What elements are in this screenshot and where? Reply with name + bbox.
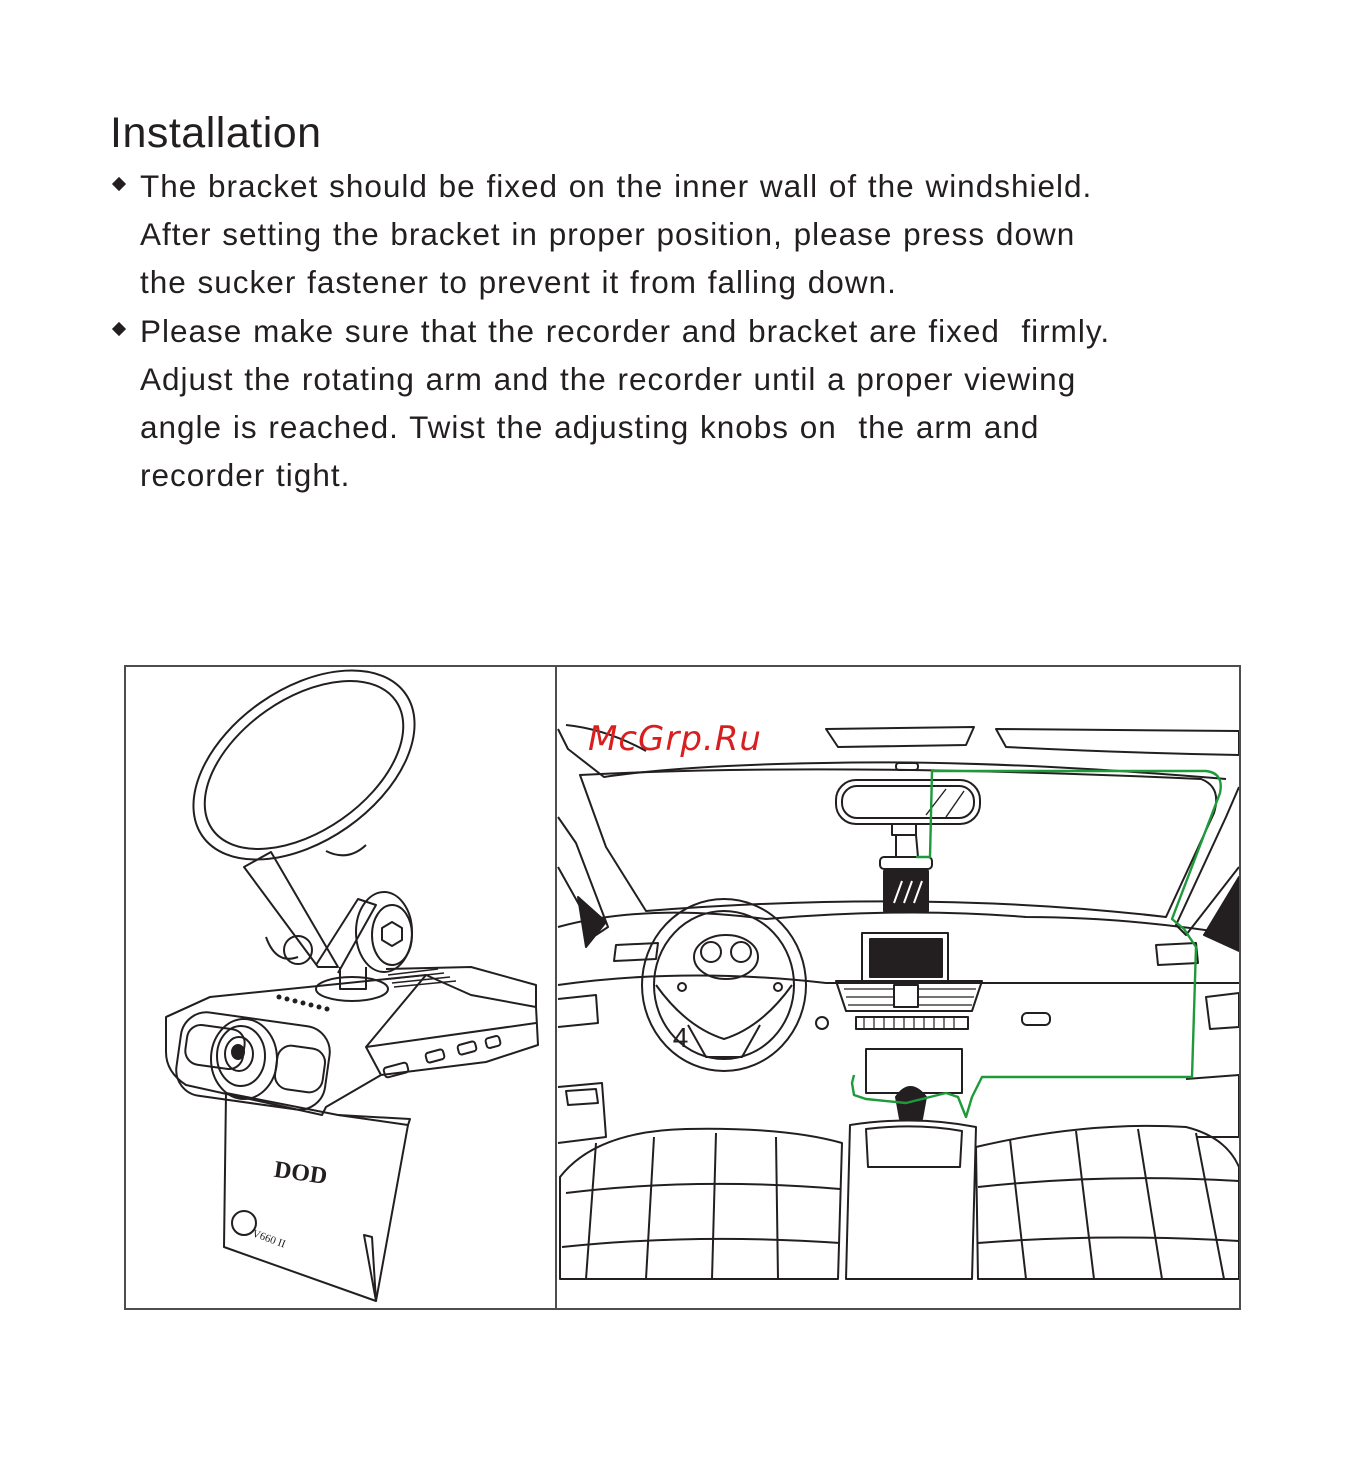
installation-illustration	[126, 667, 1239, 1308]
instruction-line: angle is reached. Twist the adjusting knobs on the arm and	[140, 409, 1040, 446]
instruction-line: Please make sure that the recorder and bracket are fixed firmly.	[140, 312, 1111, 349]
page-title: Installation	[110, 109, 322, 157]
dome-light	[826, 727, 974, 747]
diamond-bullet-icon	[112, 322, 126, 336]
page-number: 4	[672, 1022, 689, 1053]
instruction-list	[112, 162, 1312, 499]
instruction-line: the sucker fastener to prevent it from falling down.	[140, 264, 897, 301]
instruction-line: recorder tight.	[140, 457, 351, 494]
instruction-item-1	[112, 162, 1312, 307]
instruction-line: After setting the bracket in proper position, please press down	[140, 216, 1076, 253]
mounted-dash-camera	[880, 835, 932, 911]
rear-view-mirror	[836, 780, 980, 835]
suction-cup	[159, 667, 449, 898]
device-model-label: V660 II	[250, 1227, 288, 1251]
led-indicators	[277, 995, 330, 1012]
diamond-bullet-icon	[112, 177, 126, 191]
flip-screen	[224, 1093, 410, 1301]
front-seats	[560, 1120, 1239, 1279]
instruction-line: Adjust the rotating arm and the recorder until a proper viewing	[140, 360, 1077, 397]
car-interior-drawing	[558, 725, 1239, 1279]
installation-figure	[124, 665, 1241, 1310]
center-display	[870, 939, 942, 977]
dash-camera-drawing	[159, 667, 538, 1301]
instruction-line: The bracket should be fixed on the inner wall of the windshield.	[140, 168, 1093, 204]
watermark-text: McGrp.Ru	[588, 719, 762, 759]
rotating-arm	[244, 852, 376, 973]
instruction-item-2	[112, 307, 1312, 500]
device-logo: DOD	[272, 1156, 329, 1190]
